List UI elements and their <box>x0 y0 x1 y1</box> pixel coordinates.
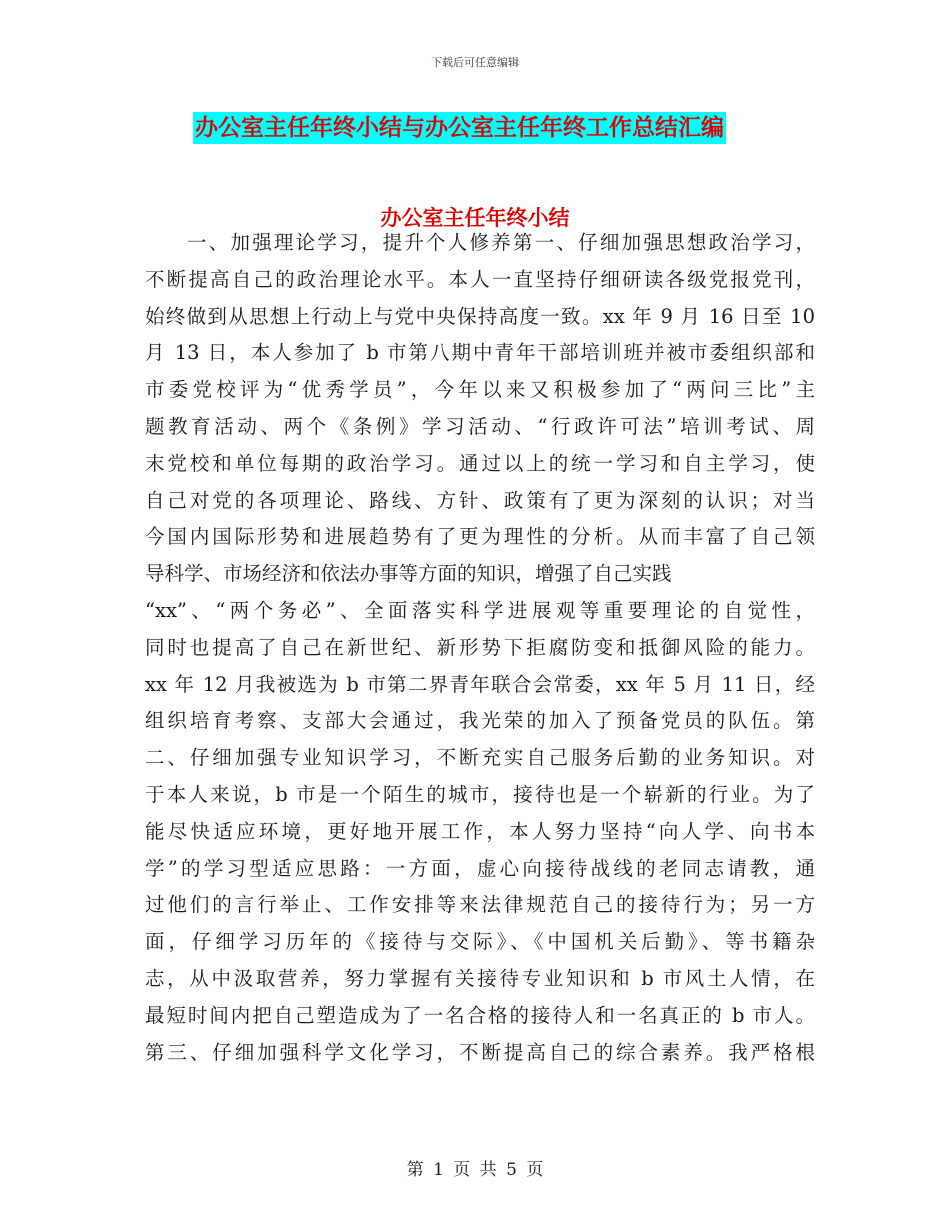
body-line: 市委党校评为“优秀学员”，今年以来又积极参加了“两问三比”主 <box>145 378 815 402</box>
body-line: 题教育活动、两个《条例》学习活动、“行政许可法”培训考试、周 <box>145 414 815 438</box>
body-line: 学”的学习型适应思路：一方面，虚心向接待战线的老同志请教，通 <box>145 856 815 880</box>
body-line: 今国内国际形势和进展趋势有了更为理性的分析。从而丰富了自己领 <box>145 525 815 549</box>
body-line: 自己对党的各项理论、路线、方针、政策有了更为深刻的认识；对当 <box>145 488 815 512</box>
body-line: 二、仔细加强专业知识学习，不断充实自己服务后勤的业务知识。对 <box>145 746 815 770</box>
body-line: 第三、仔细加强科学文化学习，不断提高自己的综合素养。我严格根 <box>145 1040 815 1064</box>
body-line: 导科学、市场经济和依法办事等方面的知识，增强了自己实践 <box>145 562 672 586</box>
body-line: 同时也提高了自己在新世纪、新形势下拒腐防变和抵御风险的能力。 <box>145 635 815 659</box>
body-line: xx 年 12 月我被选为 b 市第二界青年联合会常委，xx 年 5 月 11 日，经 <box>145 672 815 696</box>
body-line: 面，仔细学习历年的《接待与交际》、《中国机关后勤》、等书籍杂 <box>145 930 815 954</box>
body-line: 于本人来说，b 市是一个陌生的城市，接待也是一个崭新的行业。为了 <box>145 782 815 806</box>
body-line: 始终做到从思想上行动上与党中央保持高度一致。xx 年 9 月 16 日至 10 <box>145 304 815 328</box>
body-line: 能尽快适应环境，更好地开展工作，本人努力坚持“向人学、向书本 <box>145 819 815 843</box>
body-line: “xx”、“两个务必”、全面落实科学进展观等重要理论的自觉性， <box>145 598 815 622</box>
body-line: 最短时间内把自己塑造成为了一名合格的接待人和一名真正的 b 市人。 <box>145 1003 815 1027</box>
body-line: 月 13 日，本人参加了 b 市第八期中青年干部培训班并被市委组织部和 <box>145 341 815 365</box>
body-line: 过他们的言行举止、工作安排等来法律规范自己的接待行为；另一方 <box>145 893 815 917</box>
main-title: 办公室主任年终小结与办公室主任年终工作总结汇编 <box>193 112 726 144</box>
section-title: 办公室主任年终小结 <box>380 206 570 230</box>
page-number: 第 1 页 共 5 页 <box>406 1160 544 1180</box>
body-line: 一、加强理论学习，提升个人修养第一、仔细加强思想政治学习， <box>187 231 815 254</box>
body-line: 志，从中汲取营养，努力掌握有关接待专业知识和 b 市风土人情，在 <box>145 966 815 990</box>
header-note: 下载后可任意编辑 <box>431 56 519 69</box>
body-line: 末党校和单位每期的政治学习。通过以上的统一学习和自主学习，使 <box>145 451 815 475</box>
body-line: 不断提高自己的政治理论水平。本人一直坚持仔细研读各级党报党刊， <box>145 267 815 291</box>
body-text <box>145 225 815 1071</box>
body-line: 组织培育考察、支部大会通过，我光荣的加入了预备党员的队伍。第 <box>145 709 815 733</box>
